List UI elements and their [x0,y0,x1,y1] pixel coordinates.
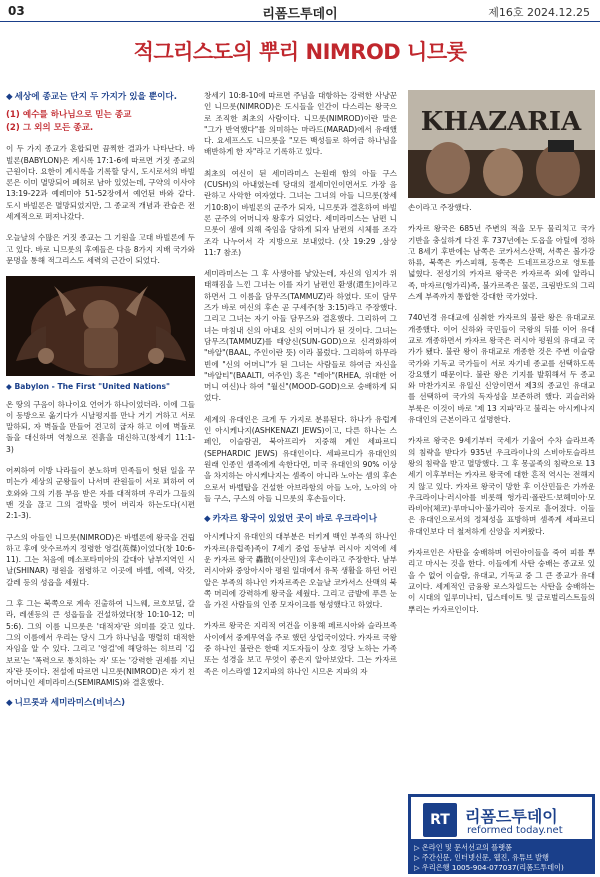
paragraph: 카자르인은 사탄을 숭배하며 어린아이들을 죽여 피를 뿌리고 마시는 것을 한다. 이들에게 사탄 숭배는 종교로 있을 수 없어 이슬람, 유대교, 기독교 중 그 큰 종교가 유대교이다. 세계적인 금융왕 로스차일드는 사탄을 숭배하는 이 시대의 일루미나티, 딥스테이트 및 글로벌리스트들의 뿌리는 카자르인이다. [408,548,595,614]
ad-brand-name: 리폼드투데이 [465,807,558,826]
ad-line-1: ▷ 온라인 및 문서선교의 플랫폼 [414,843,512,852]
ad-line-2: ▷ 주간신문, 인터넷신문, 웹진, 유튜브 발행 [414,853,549,862]
paragraph: 오늘날의 수많은 거짓 종교는 그 기원을 고대 바빌론에 두고 있다. 바로 니므롯의 후예들은 다음 8가지 지배 국가와 문명을 통해 적그리스도 세력의 근간이 되었다. [6,233,195,265]
baphomet-statue-image [6,276,195,376]
page-number: 03 [8,4,25,18]
two-religions-list [6,109,195,135]
issue-info: 제16호 2024.12.25 [488,6,590,19]
khazaria-illustration [408,90,595,198]
paragraph: 온 땅의 구음이 하나이요 언어가 하나이었더라. 이에 그들이 동방으로 옮기다가 시날평지를 만나 거기 거하고 서로 말하되, 자 벽돌을 만들어 견고히 굽자 하고 이에 벽돌로 돌을 대신하며 역청으로 진흙을 대신하고(창세기 11:1-3) [6,399,195,454]
paragraph: 아시케나지 유대인의 대부분은 터키계 백인 부족의 하나인 카자르(유럽족)족이 7세기 중엽 동남부 러시아 지역에 세운 카자르 왕국 轟散(이산민)의 후손이라고 주장한다. 남부 러시아와 중앙아시아 평원 일대에서 유목 생활을 하던 어린 알은 부족의 하나인 카자르족은 오늘날 코카서스 산맥의 북쪽 머리에 강력하게 왕국을 세웠다. 그리고 금발에 푸른 눈을 가진 사람들의 인종 모자이크를 형성했다고 하였다. [204,532,397,610]
column-2 [204,90,397,687]
diamond-icon: ◆ [6,92,13,102]
column-1 [6,90,195,716]
religion-item-1: (1) 예수를 하나님으로 믿는 종교 [6,110,132,121]
ad-logo-area [411,797,592,839]
paragraph: 그 후 그는 북쪽으로 계속 진출하여 니느웨, 르호보딜, 갈라, 레센등의 큰 성읍들을 건설하였다(창 10:10-12; 미5:6). 그의 이름 니므롯은 '대적자'란 의미를 갖고 있다. 그의 이름에서 우리는 당시 그가 하나님을 맹렬히 대적한 자임을 알 수 있다. 그리고 '영걸'에 해당하는 히브리 '깁보르'는 '폭력으로 통치하는 자' 또는 '강력한 권세를 지닌 자'란 뜻이다. 전설에 따르면 니므롯(NIMROD)은 자기 친어머니인 세미라미스(SEMIRAMIS)와 결혼했다. [6,599,195,688]
paragraph: 카자르 왕국은 9세기부터 국세가 기울어 수차 슬라브족의 침략을 받다가 935년 우크라이나의 스비아토슬라브 왕의 침략을 받고 멸망했다. 그 후 몽골족의 침략으로 13세기 이후부터는 카자르 왕국에 대한 흔적 역시는 전해지지 않고 있다. 카자르 왕국이 망한 후 이산민들은 가까운 우크라이나·러시아를 비롯해 헝가리·폴란드·보헤미아·모라비아(체코)·루마니아·불가리아 등지로 흩어졌다. 이들은 유대인으로서의 정체성을 표방하며 셈족계 세파르디 유대인보다 더 철저하게 신앙을 지켜왔다. [408,436,595,536]
religion-item-2: (2) 그 외의 모든 종교. [6,123,94,134]
paragraph: 이 두 가지 종교가 혼합되면 끔찍한 결과가 나타난다. 바빌론(BABYLON)은 계시록 17:1-6에 따르면 거짓 종교의 근원이다. 요한이 계시록을 기록할 당시, 도시로서의 바빌론은 이미 멸망되어 폐허로 남아 있었는데, 구약의 이사야 13:19-22과 예레미야 51-52장에서 예언된 바와 같다. 도시 바빌론은 멸망되었지만, 그 종교적 개념과 관습은 전 세계적으로 퍼져나갔다. [6,144,195,222]
paragraph: 구스의 아들인 니므롯(NIMROD)은 바벨론에 왕국을 건립하고 후에 앗수르까지 정령한 영걸(英傑)이었다(창 10:6-11). 그는 처음에 메소포타미아의 갈대아 남부지역인 시날(SHINAR) 평원을 점령하고 이곳에 바벨, 에렉, 악갓, 갈레 등의 성읍을 세웠다. [6,532,195,587]
diamond-icon: ◆ [204,514,211,525]
paragraph: 어찌하여 이방 나라들이 분노하며 민족들이 헛된 일을 꾸미는가 세상의 군왕들이 나서며 관원들이 서로 꾀하여 여호와와 그의 기름 부음 받은 자를 대적하며 우리가 그들의 맨 것을 끊고 그의 결박을 벗어 버리자 하는도다(시편 2:1-3). [6,466,195,521]
column-3 [408,90,595,625]
section-heading-nimrod-semiramis: ◆ 니므롯과 세미라미스(비너스) [6,698,126,709]
khazaria-image-text: KHAZARIA [420,107,582,137]
paragraph: 카자르 왕국은 685년 주변의 적을 모두 물리치고 국가 기반을 충실하게 다진 후 737년에는 도읍을 아틸에 정하고 8세기 후반에는 남쪽은 코카서스산맥, 서쪽은 볼가강 하류, 북쪽은 카스피해, 동쪽은 드네프르강으로 영토를 넓혔다. 전성기의 카자르 왕국은 카자르족 외에 알라니족, 마자르(헝가리)족, 불가르족은 물론, 크림반도의 그리스계 부족까지 통합한 강대한 국가였다. [408,224,595,302]
section-heading-khazar: ◆ 카자르 왕국이 있었던 곳이 바로 우크라이나 [204,514,377,525]
section-heading-intro: ◆ 세상에 종교는 단지 두 가지가 있을 뿐이다. [6,92,177,102]
khazaria-image [408,90,595,198]
paragraph: 카자르 왕국은 지리적 여건을 이용해 페르시아와 슬라브족 사이에서 중계무역을 주로 했던 상업국이었다. 카자르 국왕 중 하나인 불란은 한때 지도자들이 상호 정당 노하는 가족 또는 성경을 보고 무엇이 좋은지 알아보았다. 그는 카자르족은 이스라엘 12지파의 하나인 시므온 지파의 자 [204,621,397,676]
ad-url-link[interactable]: reformed today.net [467,825,563,836]
reformed-today-ad[interactable] [408,794,595,874]
paragraph: 세계의 유대인은 크게 두 가지로 분류된다. 하나가 유럽계인 아시케나지(ASHKENAZI JEWS)이고, 다른 하나는 스페인, 이슬람권, 북아프리카 지중해 계인 세파르디(SEPHARDIC JEWS) 유대인이다. 세파르디가 유대인의 원래 인종인 셈족에게 속한다면, 미국 유대인의 90% 이상을 차지하는 아시케나지는 셈족이 아니라 노아는 셈의 후손으로서 바벨탑을 건설한 아브라함의 아들 노아, 노아의 아들 구스, 구스의 아들 니므롯의 후손들이다. [204,414,397,503]
paragraph: 최초의 여신이 된 세미라미스 는원래 함의 아들 구스(CUSH)의 아내였는데 당대의 절세미인이면서도 가장 음란하고 사악한 여자였다. 그녀는 그녀의 아들 니므롯(창세기10:8)이 바빌론의 군주가 되자, 니므롯과 결혼하여 바빌론 군주의 어머니자 왕후가 되었다. 세미라미스는 남편 니므롯이 샘에 의해 죽임을 당하게 되자 남편의 시체를 조각조각 나누어서 각 지방으로 보내었다. (삿 19:29 ,삼상 11:7 참조) [204,168,397,257]
paragraph: 세미라미스는 그 후 사생아를 낳았는데, 자신의 임지가 위태해짐을 느낀 그녀는 이를 자기 남편인 환생(還生)이라고 하면서 그 이름을 담무즈(TAMMUZ)라 하였다. 또이 담무즈가 바로 여신의 후손 곧 구세주(창 3:15)라고 주장했다. 그리고 그녀는 자기 아들 담무즈와 결혼했다. 그리하여 그녀는 마침내 신의 아내요 신의 어머니가 된 것이다. 그녀는 담무즈(TAMMUZ)를 태양신(SUN-GOD)으로 신격화하여 "바알"(BAAL, 주인이란 뜻) 이라 불렀다. 그리하여 하무라빈에 "신의 어머니"가 된 그녀는 사람들로 하여금 자신을 "바알티"(BAALTI, 여주인) 혹은 "레아"(RHEA, 위대한 어머니 여신)나 하여 "월신"(MOOD-GOD)으로 숭배하게 되었다. [204,269,397,403]
statue-illustration [6,276,195,376]
newspaper-brand: 리폼드투데이 [262,7,338,22]
diamond-icon: ◆ [6,382,15,392]
image-caption: ◆ Babylon - The First "United Nations" [6,382,170,392]
rt-logo: RT [423,803,457,837]
ad-line-3: ▷ 우리은행 1005-904-077037(리폼드투데이) [414,863,564,872]
page-header [0,0,600,22]
paragraph: 창세기 10:8-10에 따르면 주님을 대항하는 강력한 사냥꾼인 니므롯(NIMROD)은 도시들을 인간이 다스리는 왕국으로 조직한 최초의 사람이다. 니므롯(NIMROD)이란 말은 "그가 반역했다"를 의미하는 마라드(MARAD)에서 유래했다. 요세프스도 니므롯을 "모든 백성들로 하여금 하나님을 배반하게 한 자"라고 기록하고 있다. [204,91,397,157]
article-title: 적그리스도의 뿌리 NIMROD 니므롯 [133,40,467,64]
diamond-icon: ◆ [6,698,13,709]
paragraph: 손이라고 주장했다. [408,203,472,212]
paragraph: 740년경 유대교에 심취한 카자르의 불란 왕은 유대교로 개종했다. 이어 신하와 국민들이 국왕의 뒤를 이어 유대교로 개종하면서 카자르 왕국은 러시아 평원의 유대교 국가가 됐다. 불란 왕이 유대교로 개종한 것은 주변 이슬람국가와 기독교 국가들이 서로 자기네 종교를 선택하도록 강요했기 때문이다. 불란 왕은 기지를 발휘해서 두 종교와 마찬가지로 유일신 신앙이면서 제3의 종교인 유대교를 선택하여 국가의 독자성을 보존하려 했다. 괴슬러와 부룩은 이것이 바로 '제 13 지파'라고 불리는 아시케나지 유대인의 근본이라고 설명한다. [408,313,595,425]
